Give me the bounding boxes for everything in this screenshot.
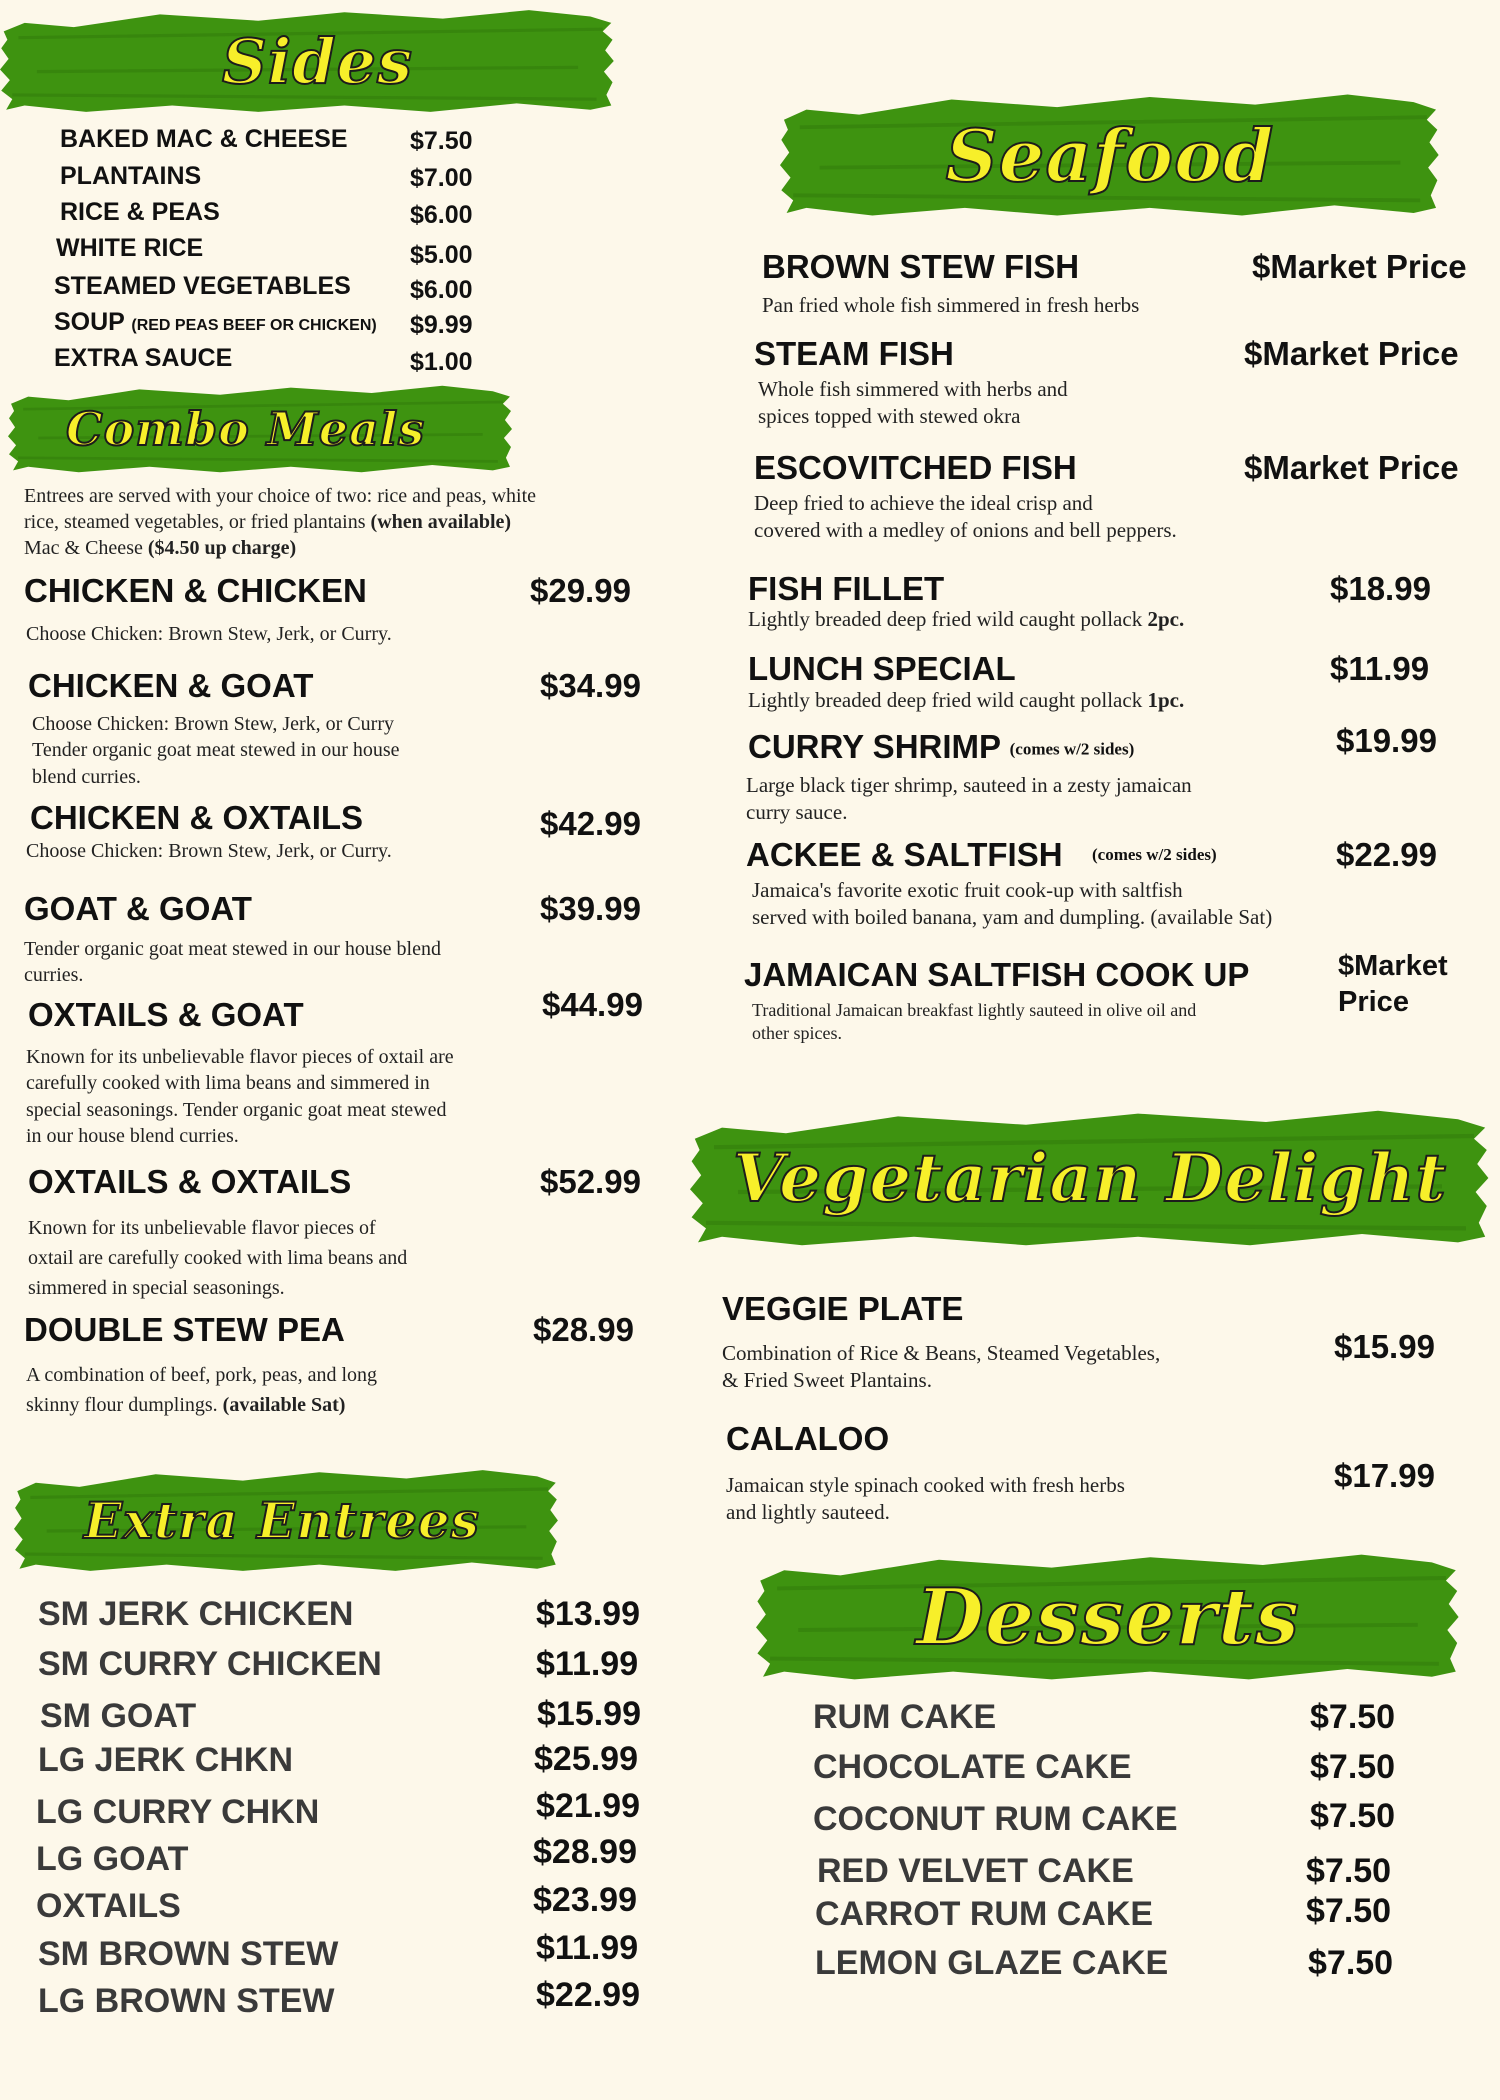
side-price: $7.00 — [410, 164, 473, 192]
extra-name: SM BROWN STEW — [38, 1935, 339, 1973]
dessert-price: $7.50 — [1310, 1698, 1396, 1736]
seafood-price: $19.99 — [1336, 722, 1437, 759]
seafood-desc-line: Traditional Jamaican breakfast lightly sauteed in olive oil and — [752, 1000, 1197, 1020]
extra-name: LG GOAT — [36, 1840, 189, 1878]
combo-name: OXTAILS & OXTAILS — [28, 1163, 352, 1200]
extra-title: Extra Entrees — [84, 1491, 480, 1550]
combo-desc — [26, 1044, 454, 1150]
seafood-desc-bold: 2pc. — [1147, 607, 1185, 631]
combo-desc — [32, 711, 400, 790]
combo-intro-text: rice, steamed vegetables, or fried plantains — [24, 511, 366, 533]
dessert-name: COCONUT RUM CAKE — [813, 1800, 1178, 1838]
side-price: $6.00 — [410, 276, 473, 304]
combo-intro-line — [24, 509, 536, 535]
combo-desc-line: Choose Chicken: Brown Stew, Jerk, or Curry — [32, 713, 394, 735]
desserts-banner — [756, 1552, 1460, 1682]
seafood-note: (comes w/2 sides) — [1009, 739, 1135, 759]
seafood-desc-line: curry sauce. — [746, 800, 848, 825]
combo-desc — [24, 936, 441, 989]
combo-desc-line: blend curries. — [32, 765, 141, 788]
veg-price: $15.99 — [1334, 1328, 1435, 1365]
dessert-name: RUM CAKE — [813, 1698, 997, 1736]
veg-desc-line: Combination of Rice & Beans, Steamed Vegetables, — [722, 1341, 1161, 1365]
side-name-text: SOUP — [54, 308, 125, 336]
seafood-name: ESCOVITCHED FISH — [754, 449, 1077, 486]
seafood-name: ACKEE & SALTFISH — [746, 836, 1063, 873]
side-name: WHITE RICE — [56, 234, 204, 262]
extra-name: SM CURRY CHICKEN — [38, 1645, 382, 1683]
dessert-price: $7.50 — [1306, 1852, 1392, 1890]
extra-price: $15.99 — [537, 1695, 641, 1733]
extra-price: $21.99 — [536, 1787, 640, 1825]
seafood-desc — [752, 877, 1272, 932]
side-name: STEAMED VEGETABLES — [54, 272, 351, 300]
sides-banner — [0, 8, 615, 114]
combo-desc — [28, 1213, 407, 1303]
extra-price: $11.99 — [536, 1929, 639, 1967]
seafood-desc — [752, 999, 1196, 1046]
seafood-name: LUNCH SPECIAL — [748, 650, 1016, 687]
seafood-desc-line: Whole fish simmered with herbs and — [758, 377, 1068, 401]
seafood-desc-line: Pan fried whole fish simmered in fresh herbs — [762, 293, 1140, 317]
seafood-price-line: $Market — [1338, 950, 1448, 982]
veg-desc-line: & Fried Sweet Plantains. — [722, 1368, 932, 1393]
seafood-desc-line: Jamaica's favorite exotic fruit cook-up with saltfish — [752, 878, 1183, 902]
combo-price: $28.99 — [533, 1311, 634, 1348]
combo-desc — [26, 621, 392, 647]
veg-desc — [726, 1472, 1125, 1527]
seafood-desc — [748, 606, 1184, 633]
side-name: PLANTAINS — [60, 162, 202, 190]
side-price: $9.99 — [410, 311, 473, 339]
veg-desc — [722, 1340, 1160, 1395]
dessert-price: $7.50 — [1310, 1797, 1396, 1835]
seafood-name: STEAM FISH — [754, 335, 954, 372]
seafood-desc-line: Deep fried to achieve the ideal crisp and — [754, 491, 1093, 515]
combo-intro-line — [24, 535, 536, 561]
extra-banner — [14, 1468, 559, 1573]
seafood-title: Seafood — [945, 112, 1275, 198]
desserts-title: Desserts — [916, 1571, 1300, 1663]
dessert-price: $7.50 — [1308, 1944, 1394, 1982]
extra-name: LG BROWN STEW — [38, 1982, 335, 2020]
seafood-price: $18.99 — [1330, 570, 1431, 607]
side-price: $6.00 — [410, 201, 473, 229]
extra-name: LG JERK CHKN — [38, 1741, 294, 1779]
combo-desc-line: oxtail are carefully cooked with lima beans and — [28, 1247, 408, 1269]
seafood-desc — [746, 772, 1192, 827]
combo-desc-line: simmered in special seasonings. — [28, 1277, 285, 1299]
veg-desc-line: and lightly sauteed. — [726, 1500, 890, 1525]
combo-desc — [26, 1360, 377, 1420]
seafood-name: FISH FILLET — [748, 570, 945, 607]
combo-desc-line: curries. — [24, 964, 84, 987]
extra-price: $28.99 — [533, 1833, 637, 1871]
side-price: $7.50 — [410, 127, 473, 155]
seafood-desc — [754, 490, 1177, 545]
side-note: (RED PEAS BEEF OR CHICKEN) — [131, 317, 377, 334]
combo-banner — [8, 384, 513, 474]
combo-desc-line: Known for its unbelievable flavor pieces of — [28, 1217, 376, 1239]
combo-intro-text: Mac & Cheese — [24, 537, 143, 559]
dessert-price: $7.50 — [1306, 1892, 1392, 1930]
extra-name: SM GOAT — [40, 1697, 197, 1735]
extra-price: $11.99 — [536, 1645, 639, 1683]
combo-desc-line: Tender organic goat meat stewed in our house blend — [24, 938, 441, 960]
extra-name: OXTAILS — [36, 1887, 181, 1925]
side-name: EXTRA SAUCE — [54, 344, 233, 372]
extra-price: $23.99 — [533, 1881, 637, 1919]
vegetarian-banner — [690, 1108, 1490, 1248]
side-name: RICE & PEAS — [60, 198, 220, 226]
combo-desc-line: Choose Chicken: Brown Stew, Jerk, or Curry. — [26, 623, 392, 645]
seafood-name-text: CURRY SHRIMP — [748, 728, 1001, 765]
combo-desc-text: skinny flour dumplings. — [26, 1394, 218, 1416]
combo-desc-line: special seasonings. Tender organic goat meat stewed — [26, 1098, 447, 1121]
combo-name: CHICKEN & OXTAILS — [30, 799, 364, 836]
seafood-price-line: Price — [1338, 986, 1409, 1019]
combo-price: $34.99 — [540, 667, 641, 704]
combo-price: $29.99 — [530, 572, 631, 609]
seafood-price: $22.99 — [1336, 836, 1437, 873]
seafood-desc-line: spices topped with stewed okra — [758, 404, 1021, 429]
combo-price: $42.99 — [540, 805, 641, 842]
vegetarian-title: Vegetarian Delight — [732, 1139, 1448, 1217]
dessert-name: LEMON GLAZE CAKE — [815, 1944, 1169, 1982]
seafood-name: JAMAICAN SALTFISH COOK UP — [744, 956, 1250, 993]
veg-name: VEGGIE PLATE — [722, 1290, 964, 1327]
combo-price: $44.99 — [542, 986, 643, 1023]
combo-desc — [26, 838, 392, 864]
extra-name: SM JERK CHICKEN — [38, 1595, 354, 1633]
extra-price: $25.99 — [534, 1740, 638, 1778]
seafood-desc — [748, 687, 1184, 714]
combo-price: $52.99 — [540, 1163, 641, 1200]
sides-title: Sides — [221, 24, 414, 98]
extra-price: $22.99 — [536, 1976, 640, 2014]
side-price: $5.00 — [410, 241, 473, 269]
seafood-desc-text: Lightly breaded deep fried wild caught pollack — [748, 688, 1143, 712]
extra-price: $13.99 — [536, 1595, 640, 1633]
combo-intro-bold: ($4.50 up charge) — [147, 537, 297, 559]
veg-name: CALALOO — [726, 1420, 890, 1457]
combo-desc-line: A combination of beef, pork, peas, and long — [26, 1364, 378, 1386]
combo-name: CHICKEN & GOAT — [28, 667, 314, 704]
combo-desc-line: Choose Chicken: Brown Stew, Jerk, or Curry. — [26, 840, 392, 862]
seafood-name: BROWN STEW FISH — [762, 248, 1080, 285]
dessert-name: CHOCOLATE CAKE — [813, 1748, 1132, 1786]
dessert-name: CARROT RUM CAKE — [815, 1895, 1154, 1933]
seafood-desc-line — [748, 687, 1184, 714]
combo-desc-line: carefully cooked with lima beans and simmered in — [26, 1072, 430, 1095]
seafood-price — [1338, 948, 1448, 1021]
seafood-name — [748, 728, 1134, 766]
dessert-price: $7.50 — [1310, 1748, 1396, 1786]
combo-desc-line: Tender organic goat meat stewed in our house — [32, 739, 400, 762]
combo-desc-line: Known for its unbelievable flavor pieces of oxtail are — [26, 1046, 454, 1068]
combo-name: GOAT & GOAT — [24, 890, 252, 927]
seafood-banner — [780, 92, 1440, 218]
combo-title: Combo Meals — [66, 402, 426, 456]
seafood-desc-line: other spices. — [752, 1023, 842, 1044]
side-name — [54, 308, 377, 337]
side-name: BAKED MAC & CHEESE — [60, 125, 348, 153]
seafood-price: $11.99 — [1330, 650, 1430, 687]
seafood-price: $Market Price — [1252, 248, 1467, 285]
seafood-price: $Market Price — [1244, 335, 1459, 372]
combo-desc-line: in our house blend curries. — [26, 1125, 239, 1148]
combo-desc-bold: (available Sat) — [222, 1394, 346, 1416]
combo-name: OXTAILS & GOAT — [28, 996, 304, 1033]
combo-desc-line — [26, 1390, 377, 1420]
seafood-desc — [762, 292, 1139, 319]
combo-name: DOUBLE STEW PEA — [24, 1311, 345, 1348]
seafood-desc-text: Lightly breaded deep fried wild caught pollack — [748, 607, 1143, 631]
seafood-note: (comes w/2 sides) — [1092, 845, 1217, 864]
dessert-name: RED VELVET CAKE — [817, 1852, 1134, 1890]
seafood-desc-bold: 1pc. — [1147, 688, 1185, 712]
seafood-price: $Market Price — [1244, 449, 1459, 486]
seafood-desc-line: Large black tiger shrimp, sauteed in a zesty jamaican — [746, 773, 1192, 797]
combo-intro-line: Entrees are served with your choice of two: rice and peas, white — [24, 485, 537, 507]
seafood-desc-line: served with boiled banana, yam and dumpling. (available Sat) — [752, 905, 1273, 930]
veg-desc-line: Jamaican style spinach cooked with fresh herbs — [726, 1473, 1125, 1497]
side-price: $1.00 — [410, 348, 473, 376]
combo-price: $39.99 — [540, 890, 641, 927]
extra-name: LG CURRY CHKN — [36, 1793, 320, 1831]
seafood-desc — [758, 376, 1068, 431]
combo-intro — [24, 483, 536, 561]
veg-price: $17.99 — [1334, 1457, 1435, 1494]
combo-name: CHICKEN & CHICKEN — [24, 572, 367, 609]
seafood-desc-line: covered with a medley of onions and bell peppers. — [754, 518, 1177, 543]
seafood-desc-line — [748, 606, 1184, 633]
combo-intro-bold: (when available) — [370, 511, 512, 533]
